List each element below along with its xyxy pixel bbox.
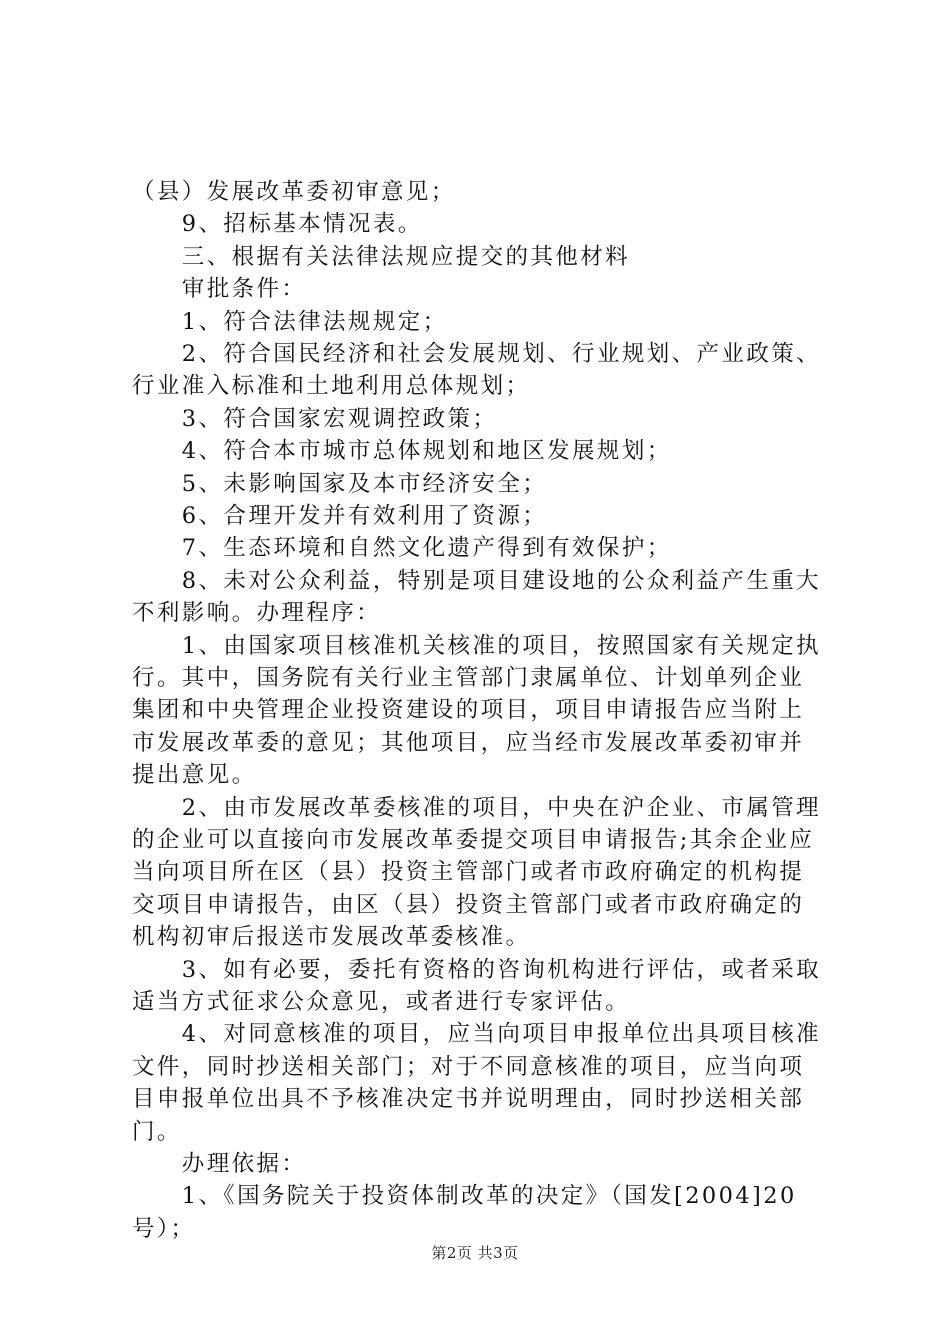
document-line: 1、由国家项目核准机关核准的项目，按照国家有关规定执 xyxy=(132,632,822,659)
document-line: 号）； xyxy=(132,1215,196,1242)
document-line: 4、对同意核准的项目，应当向项目申报单位出具项目核准 xyxy=(132,1021,822,1048)
document-line: 行业准入标准和土地利用总体规划； xyxy=(132,373,531,400)
document-line: 不利影响。办理程序： xyxy=(132,600,382,627)
document-line: 4、符合本市城市总体规划和地区发展规划； xyxy=(132,438,672,465)
document-line: 办理依据： xyxy=(132,1151,307,1177)
document-line: 9、招标基本情况表。 xyxy=(132,211,423,238)
document-line: 3、如有必要，委托有资格的咨询机构进行评估，或者采取 xyxy=(132,956,822,983)
document-line: 2、符合国民经济和社会发展规划、行业规划、产业政策、 xyxy=(132,341,822,367)
document-line: （县）发展改革委初审意见； xyxy=(132,179,456,205)
document-line: 当向项目所在区（县）投资主管部门或者市政府确定的机构提 xyxy=(132,859,805,886)
document-line: 文件，同时抄送相关部门；对于不同意核准的项目，应当向项 xyxy=(132,1053,805,1080)
document-line: 提出意见。 xyxy=(132,762,257,789)
document-line: 1、《国务院关于投资体制改革的决定》（国发[2004]20 xyxy=(132,1183,797,1210)
document-line: 集团和中央管理企业投资建设的项目，项目申请报告应当附上 xyxy=(132,697,805,724)
document-line: 目申报单位出具不予核准决定书并说明理由，同时抄送相关部 xyxy=(132,1086,805,1113)
document-line: 三、根据有关法律法规应提交的其他材料 xyxy=(132,243,631,270)
document-line: 机构初审后报送市发展改革委核准。 xyxy=(132,924,531,951)
document-line: 适当方式征求公众意见，或者进行专家评估。 xyxy=(132,989,631,1015)
page-number-footer: 第2页 共3页 xyxy=(431,1244,519,1262)
document-line: 市发展改革委的意见；其他项目，应当经市发展改革委初审并 xyxy=(132,729,805,756)
document-line: 行。其中，国务院有关行业主管部门隶属单位、计划单列企业 xyxy=(132,665,805,691)
document-line: 8、未对公众利益，特别是项目建设地的公众利益产生重大 xyxy=(132,567,822,594)
document-line: 3、符合国家宏观调控政策； xyxy=(132,405,498,432)
document-line: 审批条件： xyxy=(132,276,307,303)
document-line: 7、生态环境和自然文化遗产得到有效保护； xyxy=(132,535,672,562)
document-line: 门。 xyxy=(132,1118,182,1145)
document-line: 6、合理开发并有效利用了资源； xyxy=(132,503,548,529)
document-line: 交项目申请报告，由区（县）投资主管部门或者市政府确定的 xyxy=(132,891,805,918)
document-line: 的企业可以直接向市发展改革委提交项目申请报告;其余企业应 xyxy=(132,827,815,853)
document-line: 2、由市发展改革委核准的项目，中央在沪企业、市属管理 xyxy=(132,794,822,821)
document-line: 5、未影响国家及本市经济安全； xyxy=(132,470,548,497)
document-line: 1、符合法律法规规定； xyxy=(132,308,448,335)
